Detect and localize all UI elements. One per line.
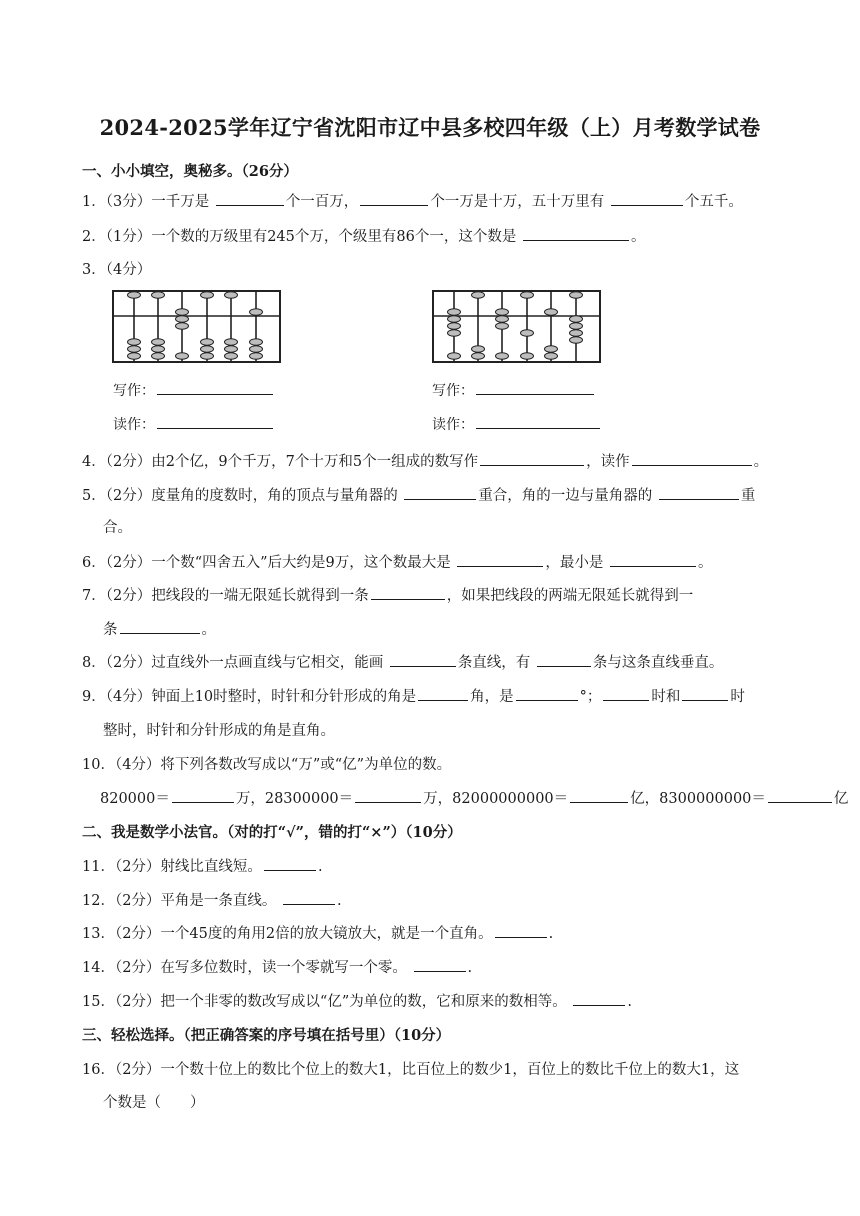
abacus-bead bbox=[448, 330, 461, 336]
abacus-bead bbox=[176, 309, 189, 315]
answer-blank[interactable] bbox=[537, 652, 591, 667]
abacus-bead bbox=[545, 353, 558, 359]
question-12: 12．（2分）平角是一条直线。 . bbox=[82, 889, 342, 910]
abacus-bead bbox=[521, 330, 534, 336]
answer-blank[interactable] bbox=[768, 788, 832, 803]
question-1: 1．（3分）一千万是 个一百万， 个一万是十万，五十万里有 个五千。 bbox=[82, 190, 743, 211]
abacus-bead bbox=[448, 309, 461, 315]
abacus-bead bbox=[128, 353, 141, 359]
answer-blank[interactable] bbox=[611, 191, 683, 206]
section-3-heading: 三、轻松选择。（把正确答案的序号填在括号里）（10分） bbox=[82, 1027, 451, 1044]
abacus-bead bbox=[448, 323, 461, 329]
abacus-bead bbox=[250, 339, 263, 345]
abacus-bead bbox=[472, 346, 485, 352]
read-line-left: 读作： bbox=[113, 414, 275, 434]
answer-blank[interactable] bbox=[390, 652, 456, 667]
abacus-bead bbox=[545, 309, 558, 315]
abacus-bead bbox=[521, 292, 534, 298]
question-7-continued: 条 。 bbox=[103, 618, 216, 639]
question-11: 11．（2分）射线比直线短。 . bbox=[82, 855, 323, 876]
abacus-bead bbox=[496, 323, 509, 329]
abacus-figure-right bbox=[430, 288, 604, 366]
question-2: 2．（1分）一个数的万级里有245个万，个级里有86个一，这个数是 。 bbox=[82, 225, 645, 246]
abacus-bead bbox=[570, 330, 583, 336]
abacus-bead bbox=[545, 346, 558, 352]
answer-blank[interactable] bbox=[610, 552, 696, 567]
abacus-bead bbox=[225, 292, 238, 298]
abacus-figure-left bbox=[110, 288, 284, 366]
abacus-bead bbox=[472, 353, 485, 359]
question-9: 9．（4分）钟面上10时整时，时针和分针形成的角是 角，是 °； 时和 时 bbox=[82, 685, 745, 706]
abacus-bead bbox=[225, 339, 238, 345]
abacus-bead bbox=[521, 353, 534, 359]
abacus-bead bbox=[448, 353, 461, 359]
answer-blank[interactable] bbox=[120, 619, 200, 634]
question-10: 10．（4分）将下列各数改写成以“万”或“亿”为单位的数。 bbox=[82, 757, 452, 773]
answer-blank[interactable] bbox=[264, 856, 316, 871]
answer-blank[interactable] bbox=[632, 451, 752, 466]
question-3: 3．（4分） bbox=[82, 262, 152, 278]
abacus-bead bbox=[152, 346, 165, 352]
abacus-bead bbox=[128, 339, 141, 345]
question-9-continued: 整时，时针和分针形成的角是直角。 bbox=[103, 723, 335, 739]
answer-blank[interactable] bbox=[418, 686, 468, 701]
question-5: 5．（2分）度量角的度数时，角的顶点与量角器的 重合，角的一边与量角器的 重 bbox=[82, 484, 755, 505]
question-15: 15．（2分）把一个非零的数改写成以“亿”为单位的数，它和原来的数相等。 . bbox=[82, 990, 632, 1011]
abacus-bead bbox=[201, 346, 214, 352]
abacus-bead bbox=[496, 353, 509, 359]
write-line-right: 写作： bbox=[432, 380, 596, 400]
answer-blank[interactable] bbox=[516, 686, 578, 701]
abacus-bead bbox=[176, 353, 189, 359]
abacus-bead bbox=[250, 353, 263, 359]
answer-blank[interactable] bbox=[573, 991, 625, 1006]
abacus-bead bbox=[201, 292, 214, 298]
read-line-right: 读作： bbox=[432, 414, 602, 434]
answer-blank[interactable] bbox=[360, 191, 428, 206]
answer-blank[interactable] bbox=[283, 890, 335, 905]
abacus-bead bbox=[570, 316, 583, 322]
question-16-continued: 个数是（ ） bbox=[103, 1095, 205, 1111]
abacus-bead bbox=[201, 339, 214, 345]
abacus-bead bbox=[448, 316, 461, 322]
answer-blank[interactable] bbox=[603, 686, 649, 701]
abacus-bead bbox=[128, 292, 141, 298]
answer-blank[interactable] bbox=[523, 226, 629, 241]
section-2-heading: 二、我是数学小法官。（对的打“√”，错的打“×”）（10分） bbox=[82, 824, 462, 841]
answer-blank[interactable] bbox=[172, 788, 234, 803]
answer-blank[interactable] bbox=[480, 451, 584, 466]
answer-blank[interactable] bbox=[495, 923, 547, 938]
answer-blank[interactable] bbox=[404, 485, 476, 500]
question-13: 13．（2分）一个45度的角用2倍的放大镜放大，就是一个直角。 . bbox=[82, 922, 553, 943]
answer-blank[interactable] bbox=[570, 788, 628, 803]
answer-blank[interactable] bbox=[371, 585, 445, 600]
abacus-bead bbox=[250, 346, 263, 352]
question-5-continued: 合。 bbox=[103, 520, 132, 536]
abacus-bead bbox=[152, 339, 165, 345]
abacus-bead bbox=[496, 309, 509, 315]
question-10-items: 820000＝ 万，28300000＝ 万，82000000000＝ 亿，8300000000＝ 亿 bbox=[100, 787, 848, 808]
question-4: 4．（2分）由2个亿，9个千万，7个十万和5个一组成的数写作 ，读作 。 bbox=[82, 450, 768, 471]
question-7: 7．（2分）把线段的一端无限延长就得到一条 ，如果把线段的两端无限延长就得到一 bbox=[82, 584, 693, 605]
abacus-bead bbox=[176, 316, 189, 322]
abacus-bead bbox=[570, 292, 583, 298]
write-line-left: 写作： bbox=[113, 380, 275, 400]
abacus-bead bbox=[225, 353, 238, 359]
abacus-bead bbox=[472, 292, 485, 298]
answer-blank[interactable] bbox=[157, 380, 273, 395]
abacus-bead bbox=[496, 316, 509, 322]
abacus-bead bbox=[250, 309, 263, 315]
abacus-bead bbox=[201, 353, 214, 359]
answer-blank[interactable] bbox=[476, 414, 600, 429]
abacus-bead bbox=[152, 292, 165, 298]
abacus-bead bbox=[128, 346, 141, 352]
answer-blank[interactable] bbox=[476, 380, 594, 395]
abacus-bead bbox=[176, 323, 189, 329]
question-6: 6．（2分）一个数“四舍五入”后大约是9万，这个数最大是 ，最小是 。 bbox=[82, 551, 712, 572]
answer-blank[interactable] bbox=[414, 957, 466, 972]
abacus-bead bbox=[225, 346, 238, 352]
answer-blank[interactable] bbox=[216, 191, 284, 206]
answer-blank[interactable] bbox=[355, 788, 421, 803]
page-title: 2024-2025学年辽宁省沈阳市辽中县多校四年级（上）月考数学试卷 bbox=[99, 115, 761, 140]
section-1-heading: 一、小小填空，奥秘多。（26分） bbox=[82, 163, 298, 180]
answer-blank[interactable] bbox=[682, 686, 728, 701]
abacus-bead bbox=[570, 323, 583, 329]
answer-blank[interactable] bbox=[659, 485, 739, 500]
question-14: 14．（2分）在写多位数时，读一个零就写一个零。 . bbox=[82, 956, 472, 977]
answer-blank[interactable] bbox=[157, 414, 273, 429]
abacus-bead bbox=[152, 353, 165, 359]
question-16: 16．（2分）一个数十位上的数比个位上的数大1，比百位上的数少1，百位上的数比千位上的数大1，这 bbox=[82, 1062, 740, 1078]
answer-blank[interactable] bbox=[457, 552, 543, 567]
abacus-bead bbox=[570, 337, 583, 343]
question-8: 8．（2分）过直线外一点画直线与它相交，能画 条直线，有 条与这条直线垂直。 bbox=[82, 651, 723, 672]
